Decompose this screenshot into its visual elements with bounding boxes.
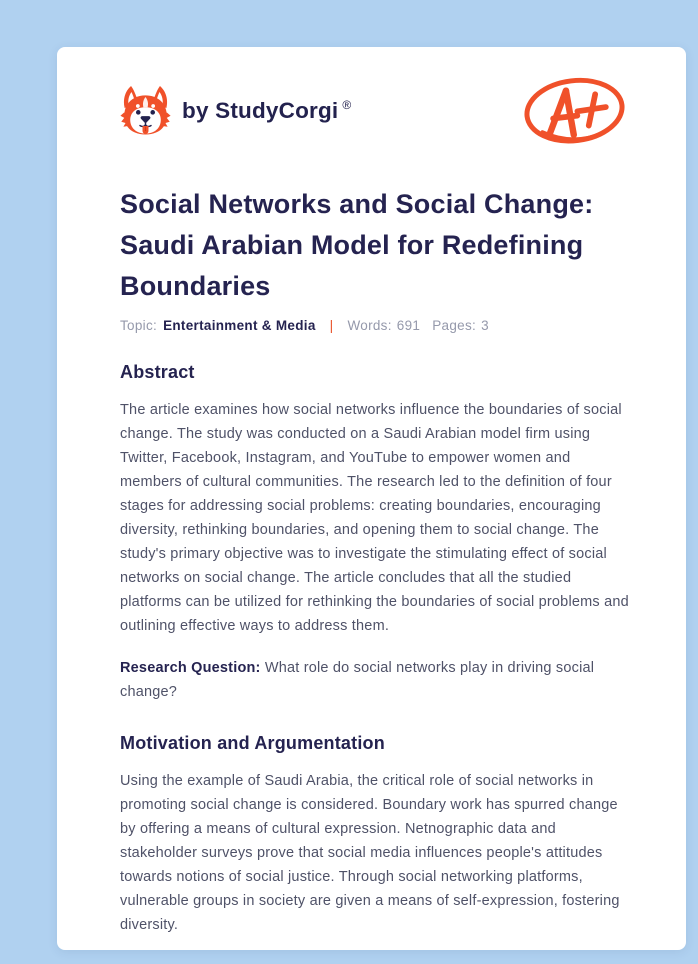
research-question-text: What role do social networks play in driving social change?	[120, 660, 595, 700]
registered-mark: ®	[342, 98, 352, 112]
a-plus-grade-icon	[521, 75, 628, 147]
meta-separator: |	[329, 318, 334, 333]
studycorgi-logo[interactable]	[120, 85, 351, 138]
motivation-body: Using the example of Saudi Arabia, the critical role of social networks in promoting social change is considered. Boundary work has spurred change by offering a means of cultural expression. Netnographic data and stakeholder surveys prove that social media influences people's attitudes towards notions of social justice. Through social networking platforms, vulnerable groups in society are given a means of self-expression, fostering diversity.	[120, 773, 620, 933]
pages-count: 3	[481, 318, 489, 333]
words-label: Words:	[347, 318, 392, 333]
research-question-label: Research Question:	[120, 660, 261, 676]
words-count: 691	[396, 318, 421, 333]
research-question	[120, 656, 630, 704]
brand-wordmark: by StudyCorgi ®	[182, 98, 352, 123]
motivation-heading: Motivation and Argumentation	[120, 733, 385, 753]
topic-link[interactable]: Entertainment & Media	[163, 318, 316, 333]
abstract-body: The article examines how social networks influence the boundaries of social change. The study was conducted on a Saudi Arabian model firm using Twitter, Facebook, Instagram, and YouTube to empower women and members of cultural communities. The research led to the definition of four stages for addressing social problems: creating boundaries, encouraging diversity, rethinking boundaries, and opening them to social change. The study's primary objective was to investigate the stimulating effect of social networks on social change. The article concludes that all the studied platforms can be utilized for rethinking the boundaries of social problems and outlining effective ways to address them.	[120, 402, 629, 634]
article-title: Social Networks and Social Change: Saudi Arabian Model for Redefining Boundaries	[120, 189, 594, 301]
abstract-heading: Abstract	[120, 362, 195, 382]
card-header	[120, 75, 628, 147]
document-card	[57, 47, 686, 950]
pages-label: Pages:	[432, 318, 477, 333]
topic-label: Topic:	[120, 318, 158, 333]
article-meta	[120, 318, 628, 333]
corgi-mascot-icon	[120, 85, 171, 138]
